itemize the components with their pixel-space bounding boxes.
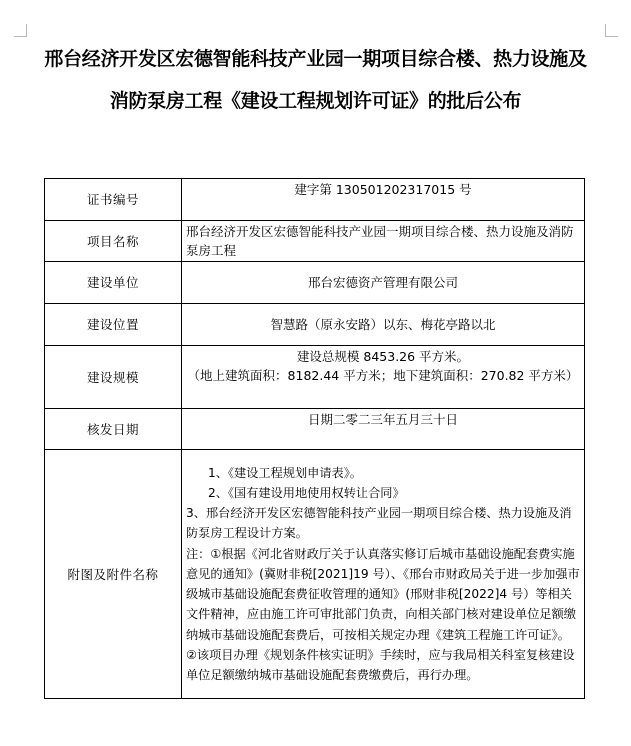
attach-item-3: 3、邢台经济开发区宏德智能科技产业园一期项目综合楼、热力设施及消防泵房工程设计方案。 <box>186 506 572 541</box>
attach-value <box>182 450 585 699</box>
page-corner-mark-right <box>605 24 618 37</box>
cert-no-value: 建字第 130501202317015 号 <box>182 179 585 221</box>
table-row-cert-no <box>45 179 585 221</box>
date-value: 日期二零二三年五月三十日 <box>182 409 585 450</box>
unit-label: 建设单位 <box>45 262 182 304</box>
attach-label: 附图及附件名称 <box>45 450 182 699</box>
scale-total: 建设总规模 8453.26 平方米。 <box>296 349 470 364</box>
date-label: 核发日期 <box>45 409 182 450</box>
table-row-attachments <box>45 450 585 699</box>
table-row-date <box>45 409 585 450</box>
unit-value: 邢台宏德资产管理有限公司 <box>182 262 585 304</box>
table-row-scale <box>45 346 585 409</box>
table-row-unit <box>45 262 585 304</box>
project-value: 邢台经济开发区宏德智能科技产业园一期项目综合楼、热力设施及消防泵房工程 <box>182 221 585 262</box>
document-title-line-2: 消防泵房工程《建设工程规划许可证》的批后公布 <box>109 90 522 112</box>
scale-value <box>182 346 585 409</box>
attach-item-1: 1、《建设工程规划申请表》。 <box>208 465 362 480</box>
table-row-location <box>45 304 585 346</box>
attach-note: 注：①根据《河北省财政厅关于认真落实修订后城市基础设施配套费实施意见的通知》(冀财非税[2021]19 号）、《邢台市财政局关于进一步加强市级城市基础设施配套费征收管理的通知》(邢财非税[2022]4 号）等相关文件精神，应由施工许可审批部门负责，向相关部门核对建设单位足额缴纳城市基础设施配套费后，可按相关规定办理《建筑工程施工许可证》。②该项目办理《规划条件核实证明》手续时，应与我局相关科室复核建设单位足额缴纳城市基础设施配套费缴费后，再行办理。 <box>186 546 580 682</box>
scale-label: 建设规模 <box>45 346 182 409</box>
cert-no-label: 证书编号 <box>45 179 182 221</box>
permit-table <box>44 178 585 699</box>
table-row-project <box>45 221 585 262</box>
document-title-line-1: 邢台经济开发区宏德智能科技产业园一期项目综合楼、热力设施及 <box>44 48 587 70</box>
attach-item-2: 2、《国有建设用地使用权转让合同》 <box>208 486 405 501</box>
location-value: 智慧路（原永安路）以东、梅花亭路以北 <box>182 304 585 346</box>
scale-breakdown: （地上建筑面积：8182.44 平方米；地下建筑面积：270.82 平方米） <box>187 368 579 383</box>
page-corner-mark-left <box>14 24 27 37</box>
project-label: 项目名称 <box>45 221 182 262</box>
location-label: 建设位置 <box>45 304 182 346</box>
